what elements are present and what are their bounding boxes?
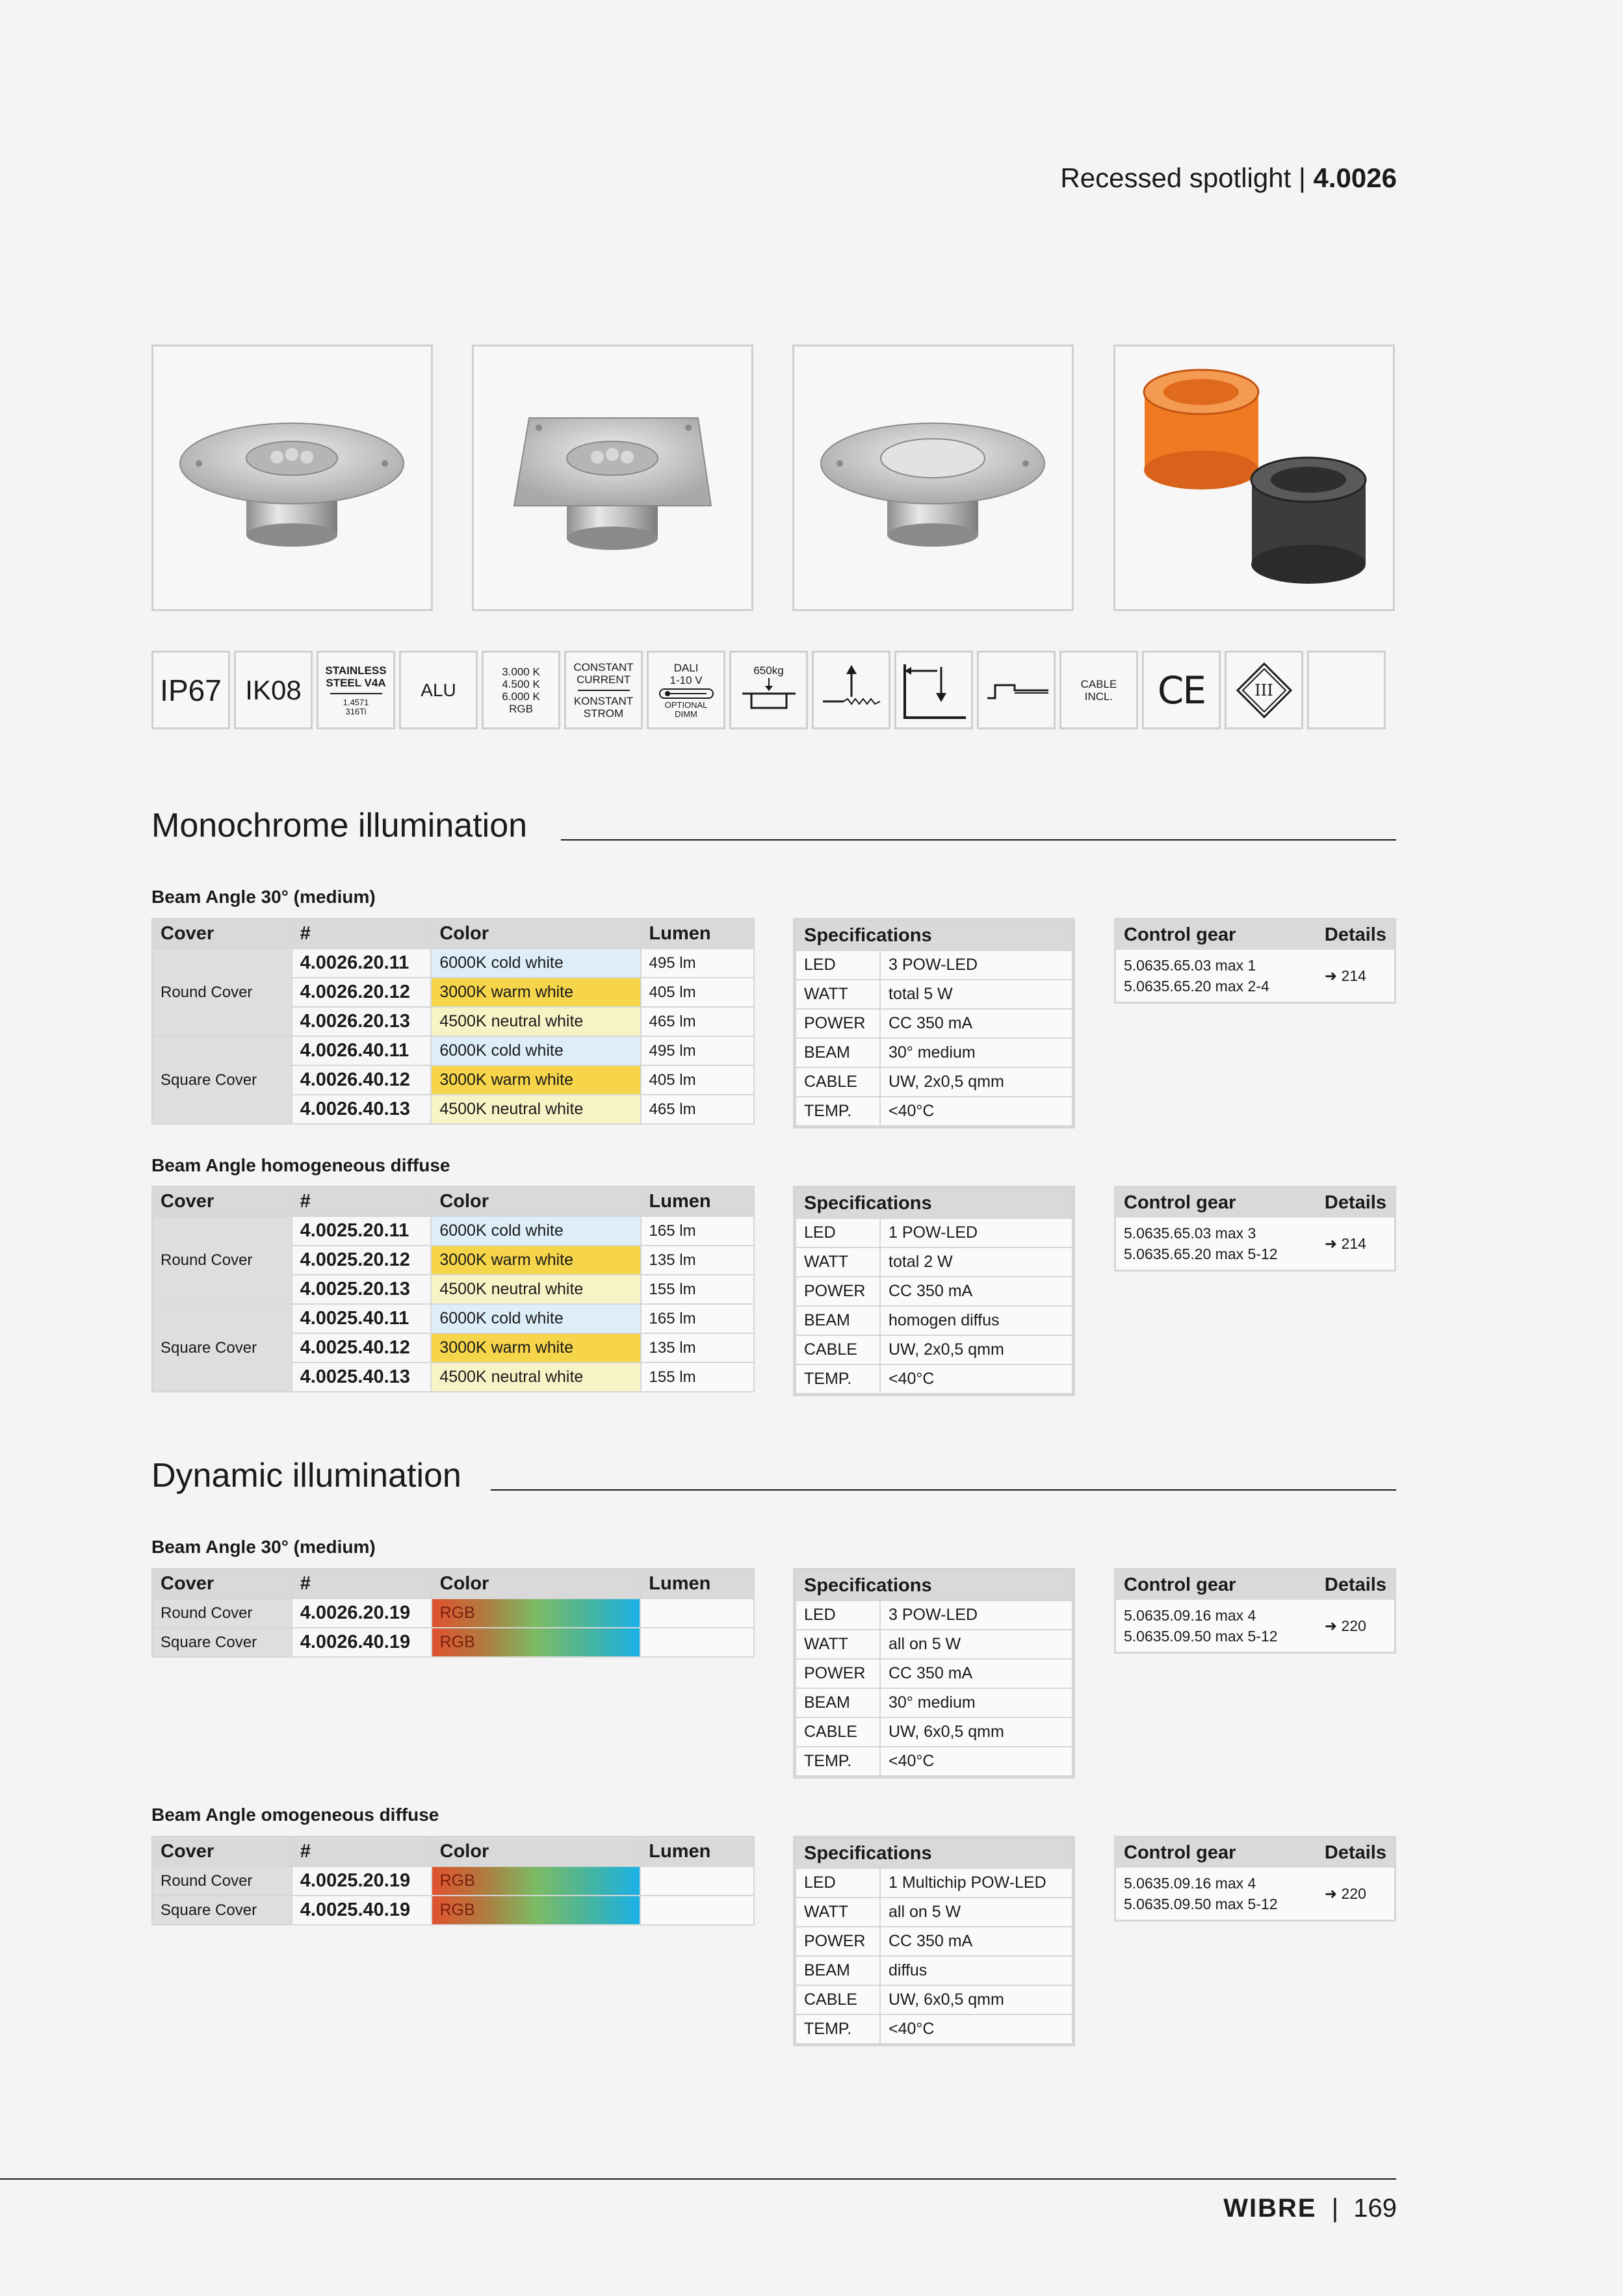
- footer-rule: [0, 2178, 1396, 2180]
- table-row: 4.0025.40.13 4500K neutral white 155 lm: [152, 1363, 754, 1392]
- details-link[interactable]: ➜ 220: [1324, 1617, 1366, 1634]
- table-row: 4.0025.20.13 4500K neutral white 155 lm: [152, 1275, 754, 1304]
- table-row: Square Cover 4.0025.40.19 RGB: [152, 1896, 754, 1925]
- page-header: Recessed spotlight | 4.0026: [1060, 163, 1397, 193]
- photo-installation-boxes: [1113, 345, 1395, 611]
- dyn-b-control-gear: Control gear Details 5.0635.09.16 max 4 5.0635.09.50 max 5-12 ➜ 220: [1114, 1836, 1396, 1922]
- mono-b-product-table: [151, 1186, 755, 1392]
- dyn-a-subtitle: Beam Angle 30° (medium): [151, 1537, 376, 1557]
- mono-b-control-gear: Control gear Details 5.0635.65.03 max 3 5.0635.65.20 max 5-12 ➜ 214: [1114, 1186, 1396, 1272]
- dyn-a-control-gear: Control gear Details 5.0635.09.16 max 4 5.0635.09.50 max 5-12 ➜ 220: [1114, 1568, 1396, 1654]
- table-row: 4.0026.40.12 3000K warm white 405 lm: [152, 1065, 754, 1095]
- col-cover: Cover: [152, 1836, 292, 1866]
- mono-a-product-table: [151, 918, 755, 1125]
- table-row: Square Cover 4.0025.40.11 6000K cold white 165 lm: [152, 1304, 754, 1333]
- dyn-a-specifications: Specifications LED 3 POW-LED WATT all on 5 W POWER CC 350 mA BEAM 30° medium CABLE UW, 6x0,5 qmm TEMP. <40°C: [793, 1568, 1075, 1779]
- col-number: #: [292, 919, 432, 948]
- mono-a-specifications: Specifications LED 3 POW-LED WATT total 5 W POWER CC 350 mA BEAM 30° medium CABLE UW, 2x0,5 qmm TEMP. <40°C: [793, 918, 1075, 1128]
- dyn-a-product-table: [151, 1568, 755, 1658]
- flush-mount-icon: [977, 651, 1056, 729]
- photo-diffuse-cover: [792, 345, 1074, 611]
- constant-current-badge: CONSTANT CURRENT KONSTANT STROM: [564, 651, 643, 729]
- empty-icon-slot: [1307, 651, 1386, 729]
- col-cover: Cover: [152, 919, 292, 948]
- col-lumen: Lumen: [640, 1569, 754, 1598]
- page-number: 169: [1353, 2194, 1397, 2223]
- photo-round-cover: [151, 345, 433, 611]
- protection-class-iii-badge: III: [1225, 651, 1303, 729]
- table-row: 4.0025.20.12 3000K warm white 135 lm: [152, 1246, 754, 1275]
- installation-depth-icon: [894, 651, 973, 729]
- brand-logo: WIBRE: [1223, 2194, 1317, 2223]
- mono-a-subtitle: Beam Angle 30° (medium): [151, 887, 376, 907]
- dyn-b-specifications: Specifications LED 1 Multichip POW-LED WATT all on 5 W POWER CC 350 mA BEAM diffus CABLE UW, 6x0,5 qmm TEMP. <40°C: [793, 1836, 1075, 2046]
- col-cover: Cover: [152, 1186, 292, 1216]
- col-color: Color: [432, 1836, 641, 1866]
- page-footer: WIBRE | 169: [1223, 2194, 1397, 2223]
- ik08-badge: IK08: [234, 651, 313, 729]
- stainless-steel-badge: STAINLESS STEEL V4A 1.4571 316Ti: [317, 651, 395, 729]
- ce-mark-badge: CE: [1142, 651, 1221, 729]
- table-row: Round Cover 4.0025.20.11 6000K cold white 165 lm: [152, 1216, 754, 1246]
- details-link[interactable]: ➜ 214: [1324, 1235, 1366, 1252]
- load-650kg-badge: 650kg: [729, 651, 808, 729]
- col-color: Color: [431, 1186, 640, 1216]
- col-color: Color: [432, 1569, 641, 1598]
- section-rule: [561, 839, 1396, 841]
- col-lumen: Lumen: [640, 1836, 754, 1866]
- col-lumen: Lumen: [641, 1186, 754, 1216]
- table-row: Square Cover 4.0026.40.11 6000K cold white 495 lm: [152, 1036, 754, 1065]
- divider: [330, 693, 382, 694]
- mono-b-subtitle: Beam Angle homogeneous diffuse: [151, 1155, 450, 1175]
- details-link[interactable]: ➜ 214: [1324, 967, 1366, 984]
- upward-light-icon: [812, 651, 890, 729]
- col-cover: Cover: [152, 1569, 292, 1598]
- dimmer-slider-icon: [658, 686, 714, 701]
- table-row: 4.0026.20.13 4500K neutral white 465 lm: [152, 1007, 754, 1036]
- col-lumen: Lumen: [641, 919, 754, 948]
- ip67-badge: IP67: [151, 651, 230, 729]
- dali-dimming-badge: DALI 1-10 V OPTIONAL DIMM: [647, 651, 725, 729]
- mono-b-specifications: Specifications LED 1 POW-LED WATT total 2 W POWER CC 350 mA BEAM homogen diffus CABLE UW, 2x0,5 qmm TEMP. <40°C: [793, 1186, 1075, 1396]
- feature-icon-row: [151, 651, 1386, 729]
- table-row: Round Cover 4.0026.20.11 6000K cold white 495 lm: [152, 948, 754, 978]
- details-link[interactable]: ➜ 220: [1324, 1885, 1366, 1902]
- table-row: 4.0026.20.12 3000K warm white 405 lm: [152, 978, 754, 1007]
- col-color: Color: [431, 919, 640, 948]
- color-temperature-badge: 3.000 K 4.500 K 6.000 K RGB: [482, 651, 560, 729]
- alu-badge: ALU: [399, 651, 478, 729]
- monochrome-title: Monochrome illumination: [151, 807, 528, 844]
- header-title: Recessed spotlight: [1060, 163, 1292, 193]
- col-number: #: [292, 1569, 432, 1598]
- col-number: #: [292, 1836, 432, 1866]
- divider: [578, 690, 630, 691]
- dyn-b-product-table: [151, 1836, 755, 1925]
- table-row: Round Cover 4.0026.20.19 RGB: [152, 1598, 754, 1628]
- table-row: Round Cover 4.0025.20.19 RGB: [152, 1866, 754, 1896]
- table-row: Square Cover 4.0026.40.19 RGB: [152, 1628, 754, 1657]
- col-number: #: [292, 1186, 432, 1216]
- table-row: 4.0025.40.12 3000K warm white 135 lm: [152, 1333, 754, 1363]
- photo-square-cover: [472, 345, 753, 611]
- section-rule: [491, 1489, 1396, 1491]
- mono-a-control-gear: Control gear Details 5.0635.65.03 max 1 5.0635.65.20 max 2-4 ➜ 214: [1114, 918, 1396, 1004]
- table-row: 4.0026.40.13 4500K neutral white 465 lm: [152, 1095, 754, 1124]
- cable-included-badge: CABLE INCL.: [1059, 651, 1138, 729]
- drive-over-load-icon: [740, 677, 798, 716]
- header-code: 4.0026: [1313, 163, 1397, 193]
- dyn-b-subtitle: Beam Angle omogeneous diffuse: [151, 1805, 439, 1825]
- dynamic-title: Dynamic illumination: [151, 1457, 461, 1494]
